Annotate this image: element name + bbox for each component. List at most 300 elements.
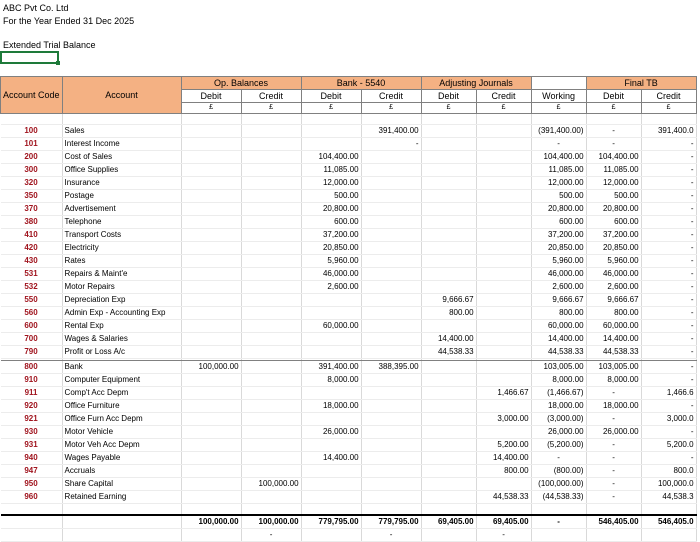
value-cell[interactable]: [241, 320, 301, 333]
value-cell[interactable]: [476, 216, 531, 229]
value-cell[interactable]: [361, 268, 421, 281]
value-cell[interactable]: 500.00: [531, 190, 586, 203]
account-name-cell[interactable]: Accruals: [62, 465, 181, 478]
total-cell[interactable]: 779,795.00: [301, 515, 361, 529]
value-cell[interactable]: [421, 242, 476, 255]
value-cell[interactable]: 3,000.0: [641, 413, 696, 426]
value-cell[interactable]: 37,200.00: [301, 229, 361, 242]
value-cell[interactable]: [241, 138, 301, 151]
value-cell[interactable]: [301, 333, 361, 346]
value-cell[interactable]: [181, 452, 241, 465]
account-name-cell[interactable]: Electricity: [62, 242, 181, 255]
account-code-cell[interactable]: 911: [1, 387, 63, 400]
value-cell[interactable]: [241, 203, 301, 216]
value-cell[interactable]: 20,800.00: [301, 203, 361, 216]
value-cell[interactable]: [241, 491, 301, 504]
account-name-cell[interactable]: Wages & Salaries: [62, 333, 181, 346]
value-cell[interactable]: [241, 125, 301, 138]
value-cell[interactable]: [301, 413, 361, 426]
value-cell[interactable]: [421, 361, 476, 374]
account-name-cell[interactable]: Telephone: [62, 216, 181, 229]
account-name-cell[interactable]: Depreciation Exp: [62, 294, 181, 307]
value-cell[interactable]: [301, 465, 361, 478]
value-cell[interactable]: [241, 307, 301, 320]
value-cell[interactable]: [361, 229, 421, 242]
value-cell[interactable]: [361, 491, 421, 504]
value-cell[interactable]: [476, 190, 531, 203]
value-cell[interactable]: 104,400.00: [301, 151, 361, 164]
value-cell[interactable]: 44,538.33: [421, 346, 476, 359]
total-cell[interactable]: 69,405.00: [421, 515, 476, 529]
value-cell[interactable]: [181, 333, 241, 346]
value-cell[interactable]: [421, 138, 476, 151]
total-cell[interactable]: 779,795.00: [361, 515, 421, 529]
value-cell[interactable]: [421, 491, 476, 504]
value-cell[interactable]: -: [641, 229, 696, 242]
value-cell[interactable]: [361, 465, 421, 478]
value-cell[interactable]: [241, 177, 301, 190]
value-cell[interactable]: [181, 138, 241, 151]
value-cell[interactable]: [241, 361, 301, 374]
value-cell[interactable]: [301, 439, 361, 452]
value-cell[interactable]: [361, 151, 421, 164]
value-cell[interactable]: [476, 242, 531, 255]
value-cell[interactable]: -: [641, 281, 696, 294]
value-cell[interactable]: [476, 400, 531, 413]
value-cell[interactable]: -: [361, 138, 421, 151]
value-cell[interactable]: [476, 346, 531, 359]
total-cell[interactable]: -: [531, 515, 586, 529]
value-cell[interactable]: 800.00: [586, 307, 641, 320]
value-cell[interactable]: [476, 229, 531, 242]
value-cell[interactable]: [361, 294, 421, 307]
value-cell[interactable]: 2,600.00: [301, 281, 361, 294]
account-name-cell[interactable]: Profit or Loss A/c: [62, 346, 181, 359]
account-code-cell[interactable]: 380: [1, 216, 63, 229]
value-cell[interactable]: [476, 255, 531, 268]
value-cell[interactable]: -: [586, 125, 641, 138]
account-code-cell[interactable]: 910: [1, 374, 63, 387]
value-cell[interactable]: [476, 164, 531, 177]
value-cell[interactable]: [361, 439, 421, 452]
value-cell[interactable]: -: [586, 138, 641, 151]
value-cell[interactable]: 2,600.00: [531, 281, 586, 294]
value-cell[interactable]: [361, 478, 421, 491]
value-cell[interactable]: [241, 164, 301, 177]
value-cell[interactable]: 18,000.00: [301, 400, 361, 413]
value-cell[interactable]: 12,000.00: [586, 177, 641, 190]
value-cell[interactable]: 100,000.0: [641, 478, 696, 491]
value-cell[interactable]: 103,005.00: [531, 361, 586, 374]
value-cell[interactable]: 8,000.00: [586, 374, 641, 387]
value-cell[interactable]: 20,850.00: [301, 242, 361, 255]
value-cell[interactable]: [181, 387, 241, 400]
value-cell[interactable]: 500.00: [586, 190, 641, 203]
value-cell[interactable]: [241, 281, 301, 294]
account-name-cell[interactable]: Retained Earning: [62, 491, 181, 504]
value-cell[interactable]: 14,400.00: [301, 452, 361, 465]
account-name-cell[interactable]: Motor Veh Acc Depm: [62, 439, 181, 452]
value-cell[interactable]: [181, 177, 241, 190]
value-cell[interactable]: [301, 307, 361, 320]
account-code-cell[interactable]: 560: [1, 307, 63, 320]
value-cell[interactable]: [476, 151, 531, 164]
value-cell[interactable]: [476, 426, 531, 439]
account-name-cell[interactable]: Office Furniture: [62, 400, 181, 413]
value-cell[interactable]: [181, 203, 241, 216]
value-cell[interactable]: [241, 151, 301, 164]
value-cell[interactable]: 5,960.00: [586, 255, 641, 268]
value-cell[interactable]: -: [641, 151, 696, 164]
value-cell[interactable]: 20,800.00: [586, 203, 641, 216]
value-cell[interactable]: [181, 164, 241, 177]
value-cell[interactable]: -: [641, 242, 696, 255]
value-cell[interactable]: [181, 465, 241, 478]
value-cell[interactable]: 44,538.33: [531, 346, 586, 359]
account-code-cell[interactable]: 790: [1, 346, 63, 359]
account-code-cell[interactable]: 350: [1, 190, 63, 203]
value-cell[interactable]: -: [586, 439, 641, 452]
check-cell[interactable]: -: [241, 529, 301, 542]
value-cell[interactable]: [301, 491, 361, 504]
value-cell[interactable]: [301, 478, 361, 491]
account-code-cell[interactable]: 430: [1, 255, 63, 268]
value-cell[interactable]: [421, 465, 476, 478]
value-cell[interactable]: (44,538.33): [531, 491, 586, 504]
value-cell[interactable]: [421, 229, 476, 242]
value-cell[interactable]: [476, 478, 531, 491]
value-cell[interactable]: 391,400.00: [361, 125, 421, 138]
value-cell[interactable]: [476, 125, 531, 138]
value-cell[interactable]: 44,538.33: [586, 346, 641, 359]
value-cell[interactable]: [361, 307, 421, 320]
value-cell[interactable]: -: [641, 361, 696, 374]
value-cell[interactable]: [241, 374, 301, 387]
account-name-cell[interactable]: Advertisement: [62, 203, 181, 216]
value-cell[interactable]: -: [641, 268, 696, 281]
value-cell[interactable]: [181, 374, 241, 387]
account-code-cell[interactable]: 300: [1, 164, 63, 177]
account-name-cell[interactable]: Share Capital: [62, 478, 181, 491]
value-cell[interactable]: 20,850.00: [586, 242, 641, 255]
value-cell[interactable]: -: [586, 491, 641, 504]
value-cell[interactable]: 104,400.00: [531, 151, 586, 164]
total-cell[interactable]: 546,405.0: [641, 515, 696, 529]
account-code-cell[interactable]: 420: [1, 242, 63, 255]
value-cell[interactable]: [421, 177, 476, 190]
value-cell[interactable]: 26,000.00: [301, 426, 361, 439]
account-code-cell[interactable]: 947: [1, 465, 63, 478]
value-cell[interactable]: 44,538.33: [476, 491, 531, 504]
account-code-cell[interactable]: 920: [1, 400, 63, 413]
value-cell[interactable]: 5,960.00: [531, 255, 586, 268]
value-cell[interactable]: [181, 281, 241, 294]
value-cell[interactable]: (5,200.00): [531, 439, 586, 452]
value-cell[interactable]: [421, 374, 476, 387]
value-cell[interactable]: 1,466.6: [641, 387, 696, 400]
value-cell[interactable]: 46,000.00: [586, 268, 641, 281]
account-code-cell[interactable]: 800: [1, 361, 63, 374]
account-code-cell[interactable]: 550: [1, 294, 63, 307]
value-cell[interactable]: [241, 333, 301, 346]
value-cell[interactable]: [476, 268, 531, 281]
value-cell[interactable]: [301, 387, 361, 400]
value-cell[interactable]: -: [641, 164, 696, 177]
value-cell[interactable]: -: [586, 452, 641, 465]
value-cell[interactable]: 9,666.67: [531, 294, 586, 307]
value-cell[interactable]: [181, 255, 241, 268]
account-name-cell[interactable]: Rates: [62, 255, 181, 268]
value-cell[interactable]: [476, 374, 531, 387]
value-cell[interactable]: [361, 387, 421, 400]
value-cell[interactable]: [476, 361, 531, 374]
value-cell[interactable]: [181, 229, 241, 242]
account-name-cell[interactable]: Motor Repairs: [62, 281, 181, 294]
account-name-cell[interactable]: Repairs & Maint'e: [62, 268, 181, 281]
value-cell[interactable]: 11,085.00: [531, 164, 586, 177]
account-code-cell[interactable]: 931: [1, 439, 63, 452]
account-code-cell[interactable]: 950: [1, 478, 63, 491]
account-name-cell[interactable]: Admin Exp - Accounting Exp: [62, 307, 181, 320]
value-cell[interactable]: [476, 203, 531, 216]
account-name-cell[interactable]: Office Supplies: [62, 164, 181, 177]
value-cell[interactable]: 100,000.00: [181, 361, 241, 374]
value-cell[interactable]: [241, 426, 301, 439]
check-cell[interactable]: [301, 529, 361, 542]
value-cell[interactable]: [476, 281, 531, 294]
value-cell[interactable]: [241, 452, 301, 465]
value-cell[interactable]: [301, 346, 361, 359]
value-cell[interactable]: 391,400.0: [641, 125, 696, 138]
account-name-cell[interactable]: Bank: [62, 361, 181, 374]
value-cell[interactable]: 20,850.00: [531, 242, 586, 255]
account-name-cell[interactable]: Computer Equipment: [62, 374, 181, 387]
value-cell[interactable]: [421, 268, 476, 281]
value-cell[interactable]: [181, 151, 241, 164]
value-cell[interactable]: (100,000.00): [531, 478, 586, 491]
value-cell[interactable]: 14,400.00: [531, 333, 586, 346]
value-cell[interactable]: [241, 255, 301, 268]
value-cell[interactable]: -: [641, 307, 696, 320]
value-cell[interactable]: -: [586, 413, 641, 426]
value-cell[interactable]: [361, 281, 421, 294]
value-cell[interactable]: [181, 413, 241, 426]
value-cell[interactable]: [241, 439, 301, 452]
value-cell[interactable]: [476, 320, 531, 333]
value-cell[interactable]: 5,960.00: [301, 255, 361, 268]
account-name-cell[interactable]: Rental Exp: [62, 320, 181, 333]
value-cell[interactable]: 8,000.00: [531, 374, 586, 387]
value-cell[interactable]: [421, 320, 476, 333]
value-cell[interactable]: 800.0: [641, 465, 696, 478]
value-cell[interactable]: -: [531, 138, 586, 151]
value-cell[interactable]: [181, 400, 241, 413]
value-cell[interactable]: [421, 439, 476, 452]
check-cell[interactable]: [421, 529, 476, 542]
value-cell[interactable]: 26,000.00: [586, 426, 641, 439]
value-cell[interactable]: [181, 190, 241, 203]
account-code-cell[interactable]: 531: [1, 268, 63, 281]
value-cell[interactable]: [361, 452, 421, 465]
account-name-cell[interactable]: Transport Costs: [62, 229, 181, 242]
value-cell[interactable]: [241, 465, 301, 478]
value-cell[interactable]: 14,400.00: [421, 333, 476, 346]
value-cell[interactable]: [361, 177, 421, 190]
value-cell[interactable]: -: [586, 478, 641, 491]
value-cell[interactable]: [421, 190, 476, 203]
value-cell[interactable]: [181, 294, 241, 307]
account-code-cell[interactable]: 200: [1, 151, 63, 164]
value-cell[interactable]: 800.00: [421, 307, 476, 320]
value-cell[interactable]: -: [586, 465, 641, 478]
value-cell[interactable]: [476, 294, 531, 307]
value-cell[interactable]: 12,000.00: [531, 177, 586, 190]
check-cell[interactable]: [586, 529, 641, 542]
value-cell[interactable]: [361, 333, 421, 346]
value-cell[interactable]: 20,800.00: [531, 203, 586, 216]
value-cell[interactable]: 18,000.00: [531, 400, 586, 413]
value-cell[interactable]: 14,400.00: [476, 452, 531, 465]
value-cell[interactable]: [181, 426, 241, 439]
value-cell[interactable]: -: [641, 374, 696, 387]
account-name-cell[interactable]: Sales: [62, 125, 181, 138]
value-cell[interactable]: 9,666.67: [586, 294, 641, 307]
account-code-cell[interactable]: 101: [1, 138, 63, 151]
value-cell[interactable]: 5,200.00: [476, 439, 531, 452]
value-cell[interactable]: 3,000.00: [476, 413, 531, 426]
value-cell[interactable]: 391,400.00: [301, 361, 361, 374]
value-cell[interactable]: [241, 242, 301, 255]
account-name-cell[interactable]: Insurance: [62, 177, 181, 190]
value-cell[interactable]: [476, 138, 531, 151]
value-cell[interactable]: [181, 346, 241, 359]
value-cell[interactable]: 37,200.00: [531, 229, 586, 242]
value-cell[interactable]: 9,666.67: [421, 294, 476, 307]
value-cell[interactable]: [421, 164, 476, 177]
value-cell[interactable]: 46,000.00: [301, 268, 361, 281]
value-cell[interactable]: -: [641, 400, 696, 413]
value-cell[interactable]: [181, 307, 241, 320]
value-cell[interactable]: [421, 203, 476, 216]
value-cell[interactable]: 37,200.00: [586, 229, 641, 242]
value-cell[interactable]: [476, 307, 531, 320]
value-cell[interactable]: 600.00: [586, 216, 641, 229]
value-cell[interactable]: [181, 268, 241, 281]
value-cell[interactable]: (3,000.00): [531, 413, 586, 426]
value-cell[interactable]: -: [641, 190, 696, 203]
value-cell[interactable]: [181, 439, 241, 452]
value-cell[interactable]: [421, 216, 476, 229]
total-cell[interactable]: 100,000.00: [181, 515, 241, 529]
value-cell[interactable]: [241, 294, 301, 307]
value-cell[interactable]: 60,000.00: [301, 320, 361, 333]
value-cell[interactable]: [421, 413, 476, 426]
value-cell[interactable]: [421, 255, 476, 268]
account-code-cell[interactable]: 532: [1, 281, 63, 294]
value-cell[interactable]: [476, 333, 531, 346]
value-cell[interactable]: [361, 320, 421, 333]
total-cell[interactable]: 546,405.00: [586, 515, 641, 529]
value-cell[interactable]: 600.00: [531, 216, 586, 229]
value-cell[interactable]: 60,000.00: [531, 320, 586, 333]
value-cell[interactable]: [421, 478, 476, 491]
value-cell[interactable]: [181, 491, 241, 504]
check-cell[interactable]: -: [476, 529, 531, 542]
account-code-cell[interactable]: 320: [1, 177, 63, 190]
value-cell[interactable]: [181, 478, 241, 491]
value-cell[interactable]: [241, 268, 301, 281]
value-cell[interactable]: 600.00: [301, 216, 361, 229]
value-cell[interactable]: -: [641, 294, 696, 307]
check-cell[interactable]: -: [361, 529, 421, 542]
value-cell[interactable]: 800.00: [531, 307, 586, 320]
account-code-cell[interactable]: 410: [1, 229, 63, 242]
value-cell[interactable]: -: [641, 138, 696, 151]
value-cell[interactable]: [241, 190, 301, 203]
value-cell[interactable]: 2,600.00: [586, 281, 641, 294]
check-cell[interactable]: [181, 529, 241, 542]
value-cell[interactable]: [241, 346, 301, 359]
account-code-cell[interactable]: 370: [1, 203, 63, 216]
account-name-cell[interactable]: Office Furn Acc Depm: [62, 413, 181, 426]
value-cell[interactable]: -: [641, 177, 696, 190]
value-cell[interactable]: [241, 413, 301, 426]
value-cell[interactable]: 8,000.00: [301, 374, 361, 387]
value-cell[interactable]: 500.00: [301, 190, 361, 203]
value-cell[interactable]: 5,200.0: [641, 439, 696, 452]
account-code-cell[interactable]: 700: [1, 333, 63, 346]
value-cell[interactable]: [361, 164, 421, 177]
value-cell[interactable]: 46,000.00: [531, 268, 586, 281]
value-cell[interactable]: -: [641, 452, 696, 465]
account-name-cell[interactable]: Postage: [62, 190, 181, 203]
value-cell[interactable]: [361, 255, 421, 268]
value-cell[interactable]: [181, 242, 241, 255]
value-cell[interactable]: [476, 177, 531, 190]
account-code-cell[interactable]: 940: [1, 452, 63, 465]
value-cell[interactable]: [241, 387, 301, 400]
value-cell[interactable]: [421, 400, 476, 413]
value-cell[interactable]: -: [531, 452, 586, 465]
value-cell[interactable]: [181, 125, 241, 138]
value-cell[interactable]: (391,400.00): [531, 125, 586, 138]
value-cell[interactable]: [361, 426, 421, 439]
account-code-cell[interactable]: 921: [1, 413, 63, 426]
value-cell[interactable]: [181, 320, 241, 333]
value-cell[interactable]: 12,000.00: [301, 177, 361, 190]
value-cell[interactable]: -: [641, 346, 696, 359]
value-cell[interactable]: (800.00): [531, 465, 586, 478]
value-cell[interactable]: [241, 400, 301, 413]
value-cell[interactable]: -: [641, 426, 696, 439]
value-cell[interactable]: [421, 426, 476, 439]
value-cell[interactable]: [361, 346, 421, 359]
value-cell[interactable]: 1,466.67: [476, 387, 531, 400]
total-cell[interactable]: 69,405.00: [476, 515, 531, 529]
account-name-cell[interactable]: Interest Income: [62, 138, 181, 151]
check-cell[interactable]: [641, 529, 696, 542]
value-cell[interactable]: 44,538.3: [641, 491, 696, 504]
value-cell[interactable]: -: [586, 387, 641, 400]
total-cell[interactable]: 100,000.00: [241, 515, 301, 529]
value-cell[interactable]: 388,395.00: [361, 361, 421, 374]
value-cell[interactable]: [421, 452, 476, 465]
value-cell[interactable]: 800.00: [476, 465, 531, 478]
value-cell[interactable]: [361, 203, 421, 216]
value-cell[interactable]: [361, 374, 421, 387]
value-cell[interactable]: [361, 413, 421, 426]
account-code-cell[interactable]: 960: [1, 491, 63, 504]
